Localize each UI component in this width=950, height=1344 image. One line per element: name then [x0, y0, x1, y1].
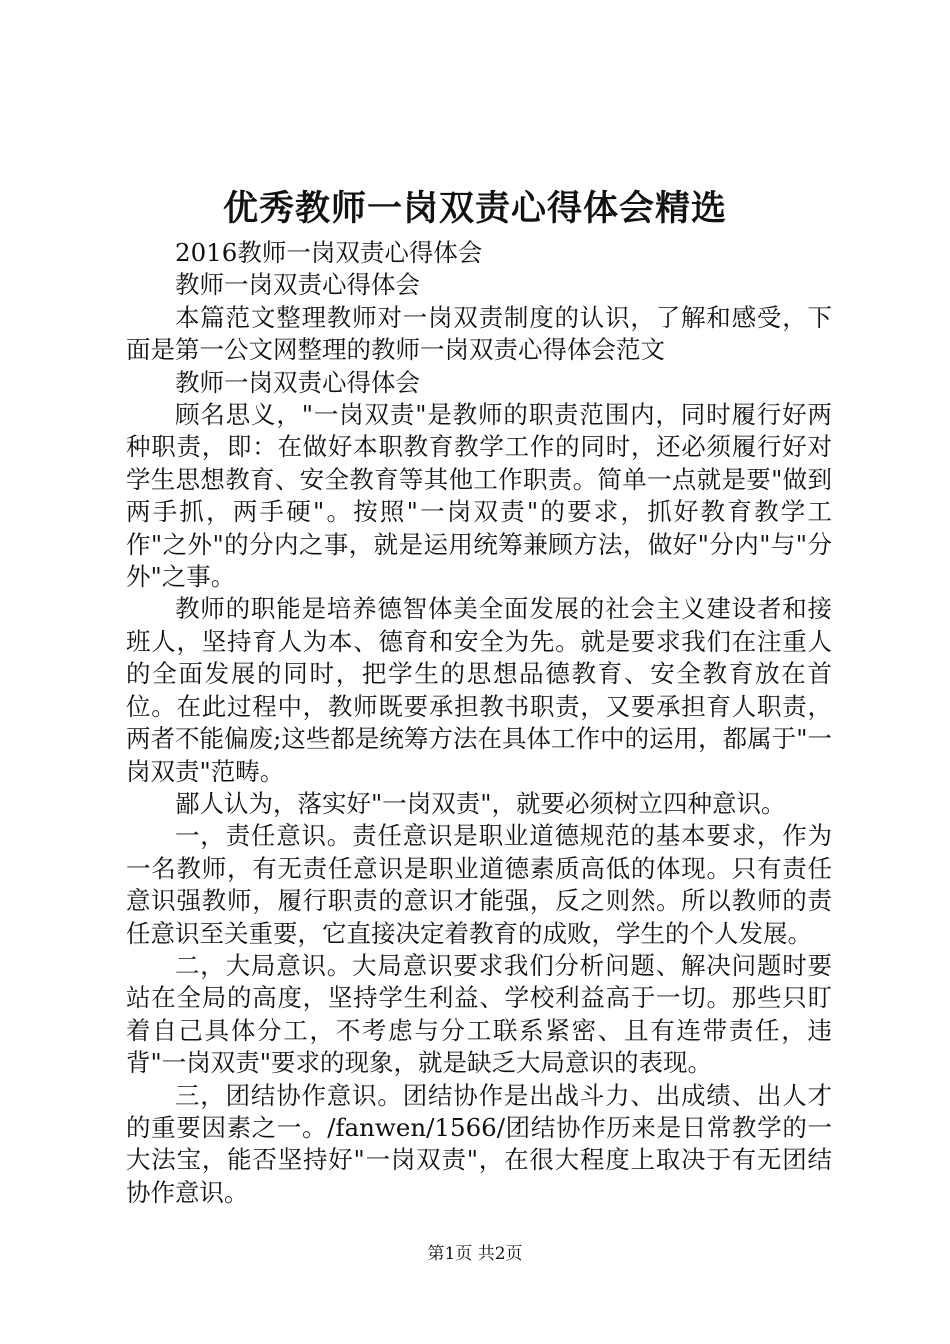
document-body	[126, 237, 832, 1209]
paragraph: 三，团结协作意识。团结协作是出战斗力、出成绩、出人才的重要因素之一。/fanwen/1566/团结协作历来是日常教学的一大法宝，能否坚持好"一岗双责"，在很大程度上取决于有无团结协作意识。	[126, 1080, 832, 1207]
page-indicator: 第1页 共2页	[427, 1244, 523, 1264]
paragraph: 本篇范文整理教师对一岗双责制度的认识，了解和感受，下面是第一公文网整理的教师一岗双责心得体会范文	[126, 302, 832, 365]
paragraph: 一，责任意识。责任意识是职业道德规范的基本要求，作为一名教师，有无责任意识是职业道德素质高低的体现。只有责任意识强教师，履行职责的意识才能强，反之则然。所以教师的责任意识至关重要，它直接决定着教育的成败，学生的个人发展。	[126, 821, 832, 948]
paragraph: 教师的职能是培养德智体美全面发展的社会主义建设者和接班人，坚持育人为本、德育和安全为先。就是要求我们在注重人的全面发展的同时，把学生的思想品德教育、安全教育放在首位。在此过程中，教师既要承担教书职责，又要承担育人职责，两者不能偏废;这些都是统筹方法在具体工作中的运用，都属于"一岗双责"范畴。	[126, 594, 832, 786]
document-title: 优秀教师一岗双责心得体会精选	[222, 188, 727, 229]
paragraph: 二，大局意识。大局意识要求我们分析问题、解决问题时要站在全局的高度，坚持学生利益、学校利益高于一切。那些只盯着自己具体分工，不考虑与分工联系紧密、且有连带责任，违背"一岗双责"要求的现象，就是缺乏大局意识的表现。	[126, 950, 832, 1078]
paragraph: 教师一岗双责心得体会	[175, 270, 420, 300]
paragraph: 2016教师一岗双责心得体会	[175, 238, 483, 267]
paragraph: 鄙人认为，落实好"一岗双责"，就要必须树立四种意识。	[175, 788, 786, 818]
paragraph: 顾名思义，"一岗双责"是教师的职责范围内，同时履行好两种职责，即：在做好本职教育教学工作的同时，还必须履行好对学生思想教育、安全教育等其他工作职责。简单一点就是要"做到两手抓，两手硬"。按照"一岗双责"的要求，抓好教育教学工作"之外"的分内之事，就是运用统筹兼顾方法，做好"分内"与"分外"之事。	[126, 400, 832, 592]
paragraph: 教师一岗双责心得体会	[175, 367, 420, 397]
